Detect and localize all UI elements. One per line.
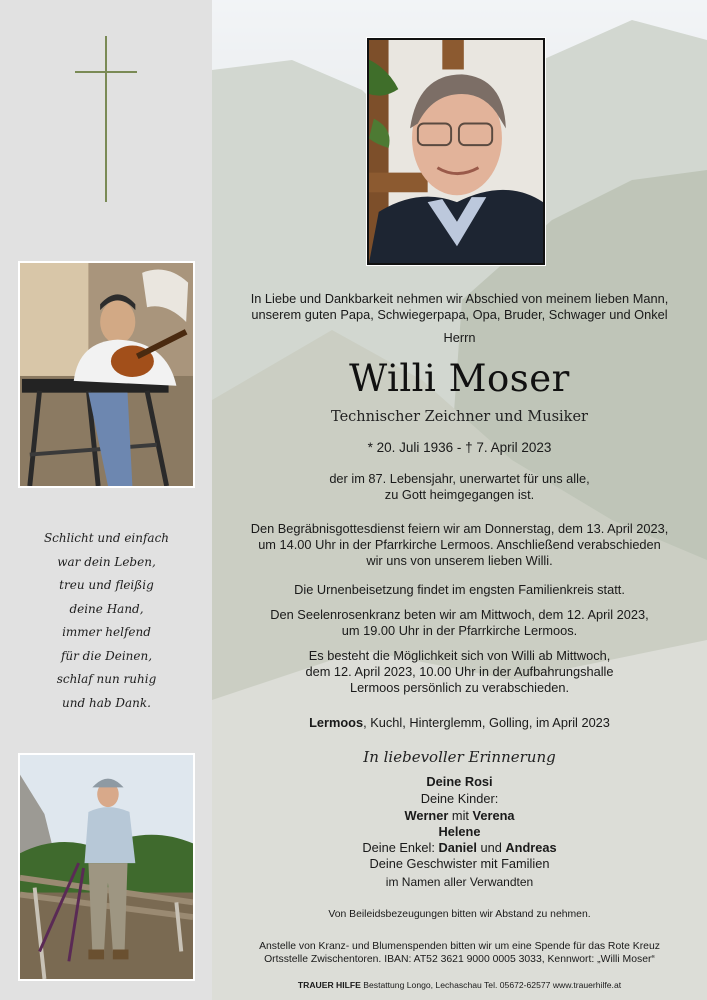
- child-1: Werner: [404, 808, 449, 823]
- poem-line: schlaf nun ruhig: [56, 672, 157, 686]
- profession: Technischer Zeichner und Musiker: [331, 409, 588, 425]
- passing-line-1: der im 87. Lebensjahr, unerwartet für uns alle,: [329, 471, 590, 486]
- donation-line-2: Ortsstelle Zwischentoren. IBAN: AT52 3621 9000 0005 3033, Kennwort: „Willi Moser“: [264, 954, 655, 965]
- grandchildren-label: Deine Enkel:: [362, 840, 435, 855]
- deceased-name: Willi Moser: [349, 357, 570, 400]
- children-label: Deine Kinder:: [420, 791, 499, 806]
- funeral-line-3: wir uns von unserem lieben Willi.: [366, 553, 553, 568]
- donation-line-1: Anstelle von Kranz- und Blumenspenden bitten wir um eine Spende für das Rote Kreuz: [259, 941, 660, 952]
- child-2: Helene: [438, 824, 481, 839]
- poem-line: Schlicht und einfach: [43, 531, 170, 545]
- place-rest: , Kuchl, Hinterglemm, Golling, im April 2023: [363, 715, 610, 730]
- urn-burial: Die Urnenbeisetzung findet im engsten Familienkreis statt.: [294, 582, 625, 597]
- poem-line: war dein Leben,: [57, 554, 156, 569]
- child-1-mit: mit: [451, 808, 469, 823]
- mourner-siblings: Deine Geschwister mit Familien: [369, 856, 550, 871]
- mourner-rosi: [212, 774, 707, 791]
- viewing-line-2: dem 12. April 2023, 10.00 Uhr in der Aufbahrungshalle: [305, 664, 614, 679]
- photo-musician: [18, 261, 195, 488]
- undertaker-brand: TRAUER HILFE: [297, 980, 361, 990]
- poem-line: immer helfend: [62, 625, 151, 639]
- viewing-line-1: Es besteht die Möglichkeit sich von Willi ab Mittwoch,: [308, 648, 611, 663]
- poem-line: treu und fleißig: [59, 578, 154, 592]
- poem: [14, 527, 199, 715]
- undertaker-info: Bestattung Longo, Lechaschau Tel. 05672-62577 www.trauerhilfe.at: [363, 980, 622, 990]
- intro-line-1: In Liebe und Dankbarkeit nehmen wir Abschied von meinem lieben Mann,: [250, 291, 669, 306]
- poem-line: für die Deinen,: [60, 648, 153, 663]
- intro-line-2: unserem guten Papa, Schwiegerpapa, Opa, Bruder, Schwager und Onkel: [251, 307, 668, 322]
- portrait-photo: [367, 38, 545, 265]
- left-sidebar: [0, 0, 212, 1000]
- mourner-children-1: [212, 808, 707, 825]
- condolences-note: Von Beileidsbezeugungen bitten wir Abstand zu nehmen.: [328, 909, 591, 920]
- funeral-line-1: Den Begräbnisgottesdienst feiern wir am Donnerstag, dem 13. April 2023,: [250, 521, 669, 536]
- mourner-grandchildren: [212, 840, 707, 857]
- mourner-relatives: im Namen aller Verwandten: [385, 875, 534, 889]
- rosary-line-1: Den Seelenrosenkranz beten wir am Mittwoch, dem 12. April 2023,: [270, 607, 649, 622]
- rosary-line-2: um 19.00 Uhr in der Pfarrkirche Lermoos.: [341, 623, 578, 638]
- undertaker-footer: [212, 979, 707, 991]
- memory-heading: In liebevoller Erinnerung: [363, 748, 556, 766]
- place-main: Lermoos: [309, 715, 364, 730]
- viewing-line-3: Lermoos persönlich zu verabschieden.: [349, 680, 570, 695]
- mourner-children-2: [212, 824, 707, 841]
- salutation: Herrn: [443, 330, 476, 345]
- poem-line: deine Hand,: [69, 601, 144, 616]
- cross-icon-bar: [75, 71, 137, 73]
- photo-hiker: [18, 753, 195, 981]
- child-1-partner: Verena: [472, 808, 515, 823]
- mourner-rosi-name: Deine Rosi: [426, 774, 493, 789]
- place-date: [212, 715, 707, 732]
- grandchild-und: und: [480, 840, 502, 855]
- funeral-line-2: um 14.00 Uhr in der Pfarrkirche Lermoos. Anschließend verabschieden: [258, 537, 661, 552]
- cross-icon: [105, 36, 107, 202]
- passing-line-2: zu Gott heimgegangen ist.: [384, 487, 535, 502]
- grandchild-1: Daniel: [438, 840, 477, 855]
- grandchild-2: Andreas: [505, 840, 557, 855]
- poem-line: und hab Dank.: [62, 695, 151, 710]
- life-dates: * 20. Juli 1936 - † 7. April 2023: [367, 440, 552, 455]
